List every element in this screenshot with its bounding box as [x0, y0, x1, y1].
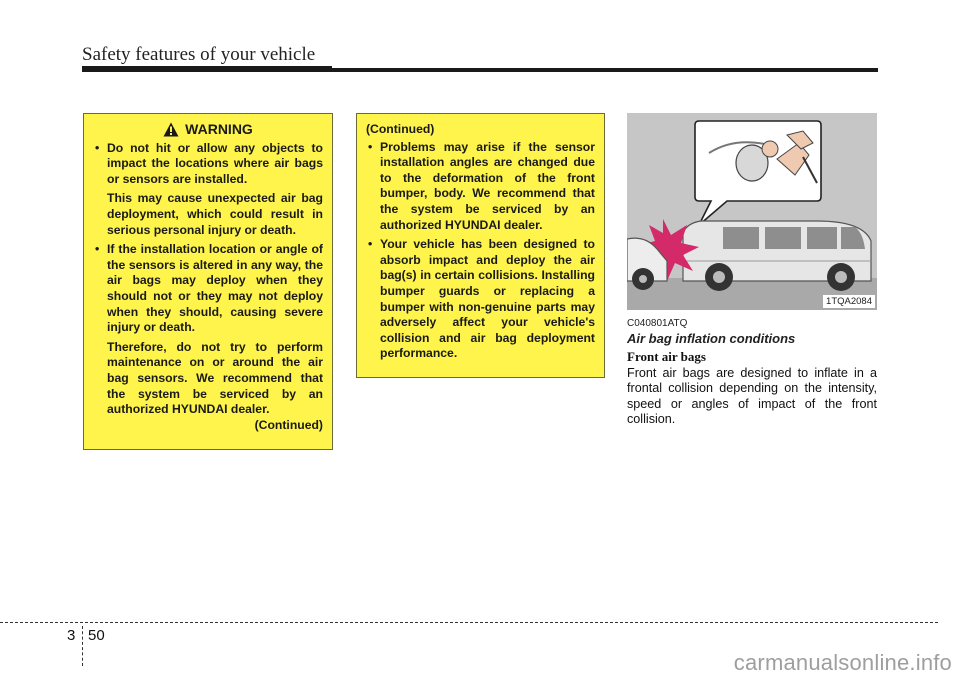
airbag-collision-image	[627, 113, 877, 310]
section-reference-code: C040801ATQ	[627, 318, 688, 329]
warning-bullet: • Your vehicle has been designed to absorb impact and deploy the air bag(s) in certain collisions. Installing bumper guards or replacing a bumper with non-genuine parts may adversely affect your vehicle's collision and air bag deployment performance.	[366, 237, 595, 362]
warning-bullet: • Do not hit or allow any objects to impact the locations where air bags or sensors are installed.	[93, 141, 323, 188]
continued-label: (Continued)	[254, 417, 323, 432]
warning-box-left	[83, 113, 333, 450]
section-body: Front air bags are designed to inflate in a frontal collision depending on the intensity, speed or angles of impact of the front collision.	[627, 366, 877, 427]
section-subheading: Front air bags	[627, 349, 706, 364]
header-rule-tab	[82, 66, 332, 72]
watermark: carmanualsonline.info	[733, 650, 952, 675]
warning-bullet-detail: This may cause unexpected air bag deployment, which could result in serious personal injury or death.	[107, 191, 323, 237]
collision-illustration	[627, 113, 877, 310]
footer-divider	[82, 626, 83, 666]
illustration-code: 1TQA2084	[823, 295, 875, 308]
warning-box-continued	[356, 113, 605, 378]
section-title: Air bag inflation conditions	[627, 331, 796, 346]
warning-triangle-icon	[163, 122, 179, 137]
warning-bullet-detail: Therefore, do not try to perform maintenance on or around the air bag sensors. We recommend that the system be serviced by an authorized HYUNDAI dealer.	[107, 339, 323, 417]
header-title: Safety features of your vehicle	[82, 44, 316, 65]
chapter-number: 3	[67, 627, 76, 644]
page-number: 50	[88, 627, 105, 644]
warning-bullet: • If the installation location or angle of the sensors is altered in any way, the air bags may deploy when they should not or they may not deploy when they should, causing severe injury or death.	[93, 242, 323, 336]
warning-bullet: • Problems may arise if the sensor installation angles are changed due to the deformation of the front bumper, body. We recommend that the system be serviced by an authorized HYUNDAI dealer.	[366, 140, 595, 234]
warning-title: WARNING	[185, 121, 253, 137]
continued-label: (Continued)	[366, 122, 435, 136]
warning-heading	[93, 122, 323, 138]
footer-rule	[0, 622, 938, 623]
